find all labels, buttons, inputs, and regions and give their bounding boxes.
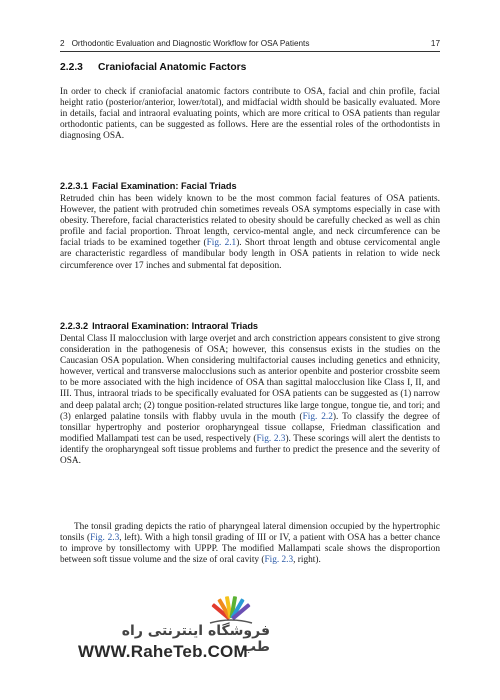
section-number: 2.2.3.2 [60, 321, 89, 331]
paragraph-tonsil-grading [60, 522, 440, 566]
section-number: 2.2.3 [60, 62, 83, 73]
paragraph-text: Retruded chin has been widely known to be the most common facial features of OSA patients. However, the patient with protruded chin sometimes reveals OSA symptoms especially in case with obesity. Therefore, facial characteristics related to obesity should be carefully checked as well as chin profile and facial proportion. Throat length, cervico-mental angle, and neck circumference can be facial triads to be examined together ( [60, 194, 440, 249]
section-title: Facial Examination: Facial Triads [92, 181, 237, 191]
paragraph-text: ). These scorings will alert the dentists to identify the oropharyngeal soft tissue problems and further to predict the presence and the severity of OSA. [60, 433, 440, 467]
figure-link[interactable]: Fig. 2.2 [302, 411, 333, 422]
chapter-title: Orthodontic Evaluation and Diagnostic Workflow for OSA Patients [71, 39, 310, 48]
paragraph-text: Dental Class II malocclusion with large overjet and arch constriction appears consistent to give strong consideration in the pathogenesis of OSA; however, this consensus exists in the studies on the Caucasian OSA population. When considering multifactorial causes including genetics and ethnicity, however, vertical and transverse malocclusions such as anterior openbite and posterior crossbite seem to be more associated with the high incidence of OSA than sagittal malocclusion like Class I, II, and III. Thus, intraoral triads to be specifically evaluated for OSA patients can be suggested as (1) narrow and deep palatal arch; (2) tongue position-related structures like large tongue, tongue tie, and tori; and (3) enlarged palatine tonsils with flabby uvula in the mouth ( [60, 334, 440, 422]
running-head-chapter [60, 39, 309, 48]
paragraph-text: The tonsil grading depicts the ratio of pharyngeal lateral dimension occupied by the hypertrophic tonsils ( [60, 522, 440, 544]
section-title: Craniofacial Anatomic Factors [98, 62, 247, 73]
section-heading-2-2-3-1 [60, 181, 237, 191]
chapter-number: 2 [60, 39, 65, 48]
watermark-persian-text: فروشگاه اینترنتی راه طب [121, 623, 270, 655]
watermark [60, 590, 270, 670]
figure-link[interactable]: Fig. 2.3 [90, 533, 120, 544]
figure-link[interactable]: Fig. 2.3 [256, 433, 286, 444]
paragraph-craniofacial [60, 87, 440, 142]
section-heading-2-2-3-2 [60, 321, 258, 331]
figure-link[interactable]: Fig. 2.3 [264, 555, 294, 566]
paragraph-text: , right). [293, 555, 321, 566]
paragraph-facial-triads [60, 194, 440, 272]
watermark-url: WWW.RaheTeb.COM [78, 642, 248, 661]
book-page [60, 0, 440, 700]
section-title: Intraoral Examination: Intraoral Triads [92, 321, 259, 331]
paragraph-text: , left). With a high tonsil grading of III or IV, a patient with OSA has a better chance to improve by tonsillectomy with UPPP. The modified Mallampati scale shows the disproportion between soft tissue volume and the size of oral cavity ( [60, 533, 440, 566]
section-number: 2.2.3.1 [60, 181, 89, 191]
page-number: 17 [430, 39, 440, 48]
header-rule [60, 51, 440, 52]
figure-link[interactable]: Fig. 2.1 [206, 238, 237, 249]
section-heading-2-2-3 [60, 62, 246, 73]
paragraph-text: ). To classify the degree of tonsillar hypertrophy and posterior oropharyngeal tissue collapse, Friedman classification and modified Mallampati test can be used, respectively ( [60, 411, 440, 444]
paragraph-text: In order to check if craniofacial anatomic factors contribute to OSA, facial and chin profile, facial height ratio (posterior/anterior, lower/total), and midfacial width should be basically evaluated. More in details, facial and intraoral evaluating points, which are more critical to OSA patients than regular orthodontic patients, can be suggested as follows. Here are the essential roles of the orthodontists in diagnosing OSA. [60, 87, 440, 142]
books-logo-icon [202, 592, 260, 626]
paragraph-intraoral-triads [60, 334, 440, 467]
paragraph-text: ). Short throat length and obtuse cervicomental angle are characteristic regardless of mandibular body length in OSA patients in relation to wide neck circumference over 17 inches and submental fat deposition. [60, 238, 440, 271]
